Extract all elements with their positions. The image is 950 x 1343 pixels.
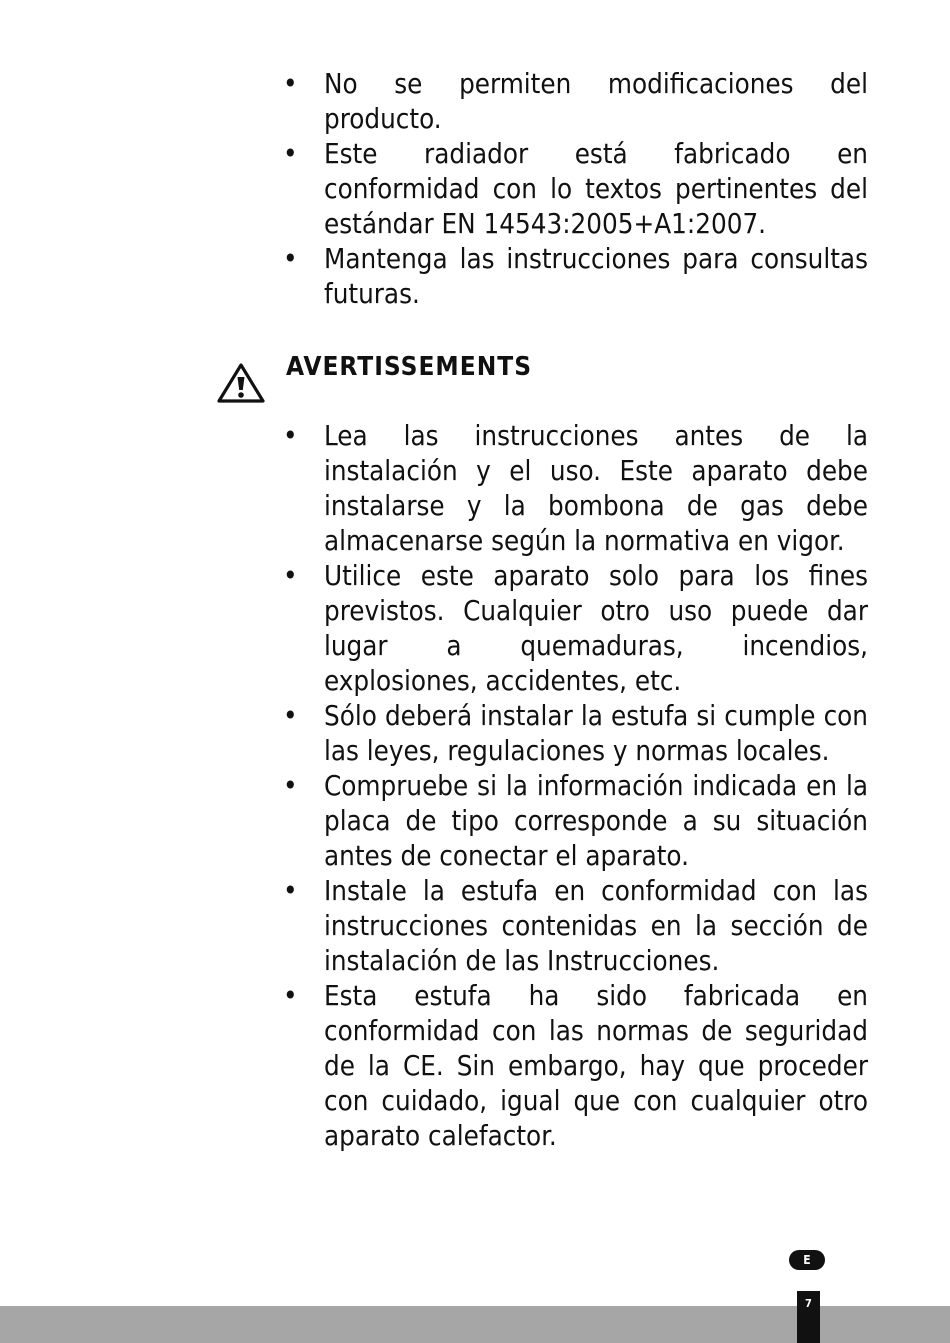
bullet-icon: • xyxy=(283,700,298,732)
page-number: 7 xyxy=(797,1291,820,1343)
bullet-icon: • xyxy=(283,243,298,275)
bullet-icon: • xyxy=(283,138,298,170)
language-badge: E xyxy=(789,1250,825,1270)
bullet-icon: • xyxy=(283,420,298,452)
list-item: • Esta estufa ha sido fabricada en conformidad con las normas de seguridad de la CE. Sin embargo, hay que proceder con cuidado, igual que con cualquier otro aparato calefactor. xyxy=(283,980,868,1152)
intro-bullet-list xyxy=(283,67,868,312)
list-item: • Utilice este aparato solo para los fines previstos. Cualquier otro uso puede dar lugar a quemaduras, incendios, explosiones, accidentes, etc. xyxy=(283,560,868,697)
list-item: • Instale la estufa en conformidad con las instrucciones contenidas en la sección de instalación de las Instrucciones. xyxy=(283,875,868,977)
bullet-icon: • xyxy=(283,68,298,100)
bullet-icon: • xyxy=(283,875,298,907)
bullet-icon: • xyxy=(283,560,298,592)
warning-triangle-icon xyxy=(216,362,266,404)
list-item: • Este radiador está fabricado en conformidad con lo textos pertinentes del estándar EN 14543:2005+A1:2007. xyxy=(283,138,868,240)
list-item: • No se permiten modificaciones del producto. xyxy=(283,68,868,135)
list-item: • Sólo deberá instalar la estufa si cumple con las leyes, regulaciones y normas locales. xyxy=(283,700,868,767)
bullet-icon: • xyxy=(283,770,298,802)
warning-bullet-list xyxy=(283,419,868,1154)
list-item: • Compruebe si la información indicada en la placa de tipo corresponde a su situación antes de conectar el aparato. xyxy=(283,770,868,872)
list-item: • Lea las instrucciones antes de la instalación y el uso. Este aparato debe instalarse y la bombona de gas debe almacenarse según la normativa en vigor. xyxy=(283,420,868,557)
bullet-icon: • xyxy=(283,980,298,1012)
list-item: • Mantenga las instrucciones para consultas futuras. xyxy=(283,243,868,310)
section-heading: AVERTISSEMENTS xyxy=(286,352,533,382)
